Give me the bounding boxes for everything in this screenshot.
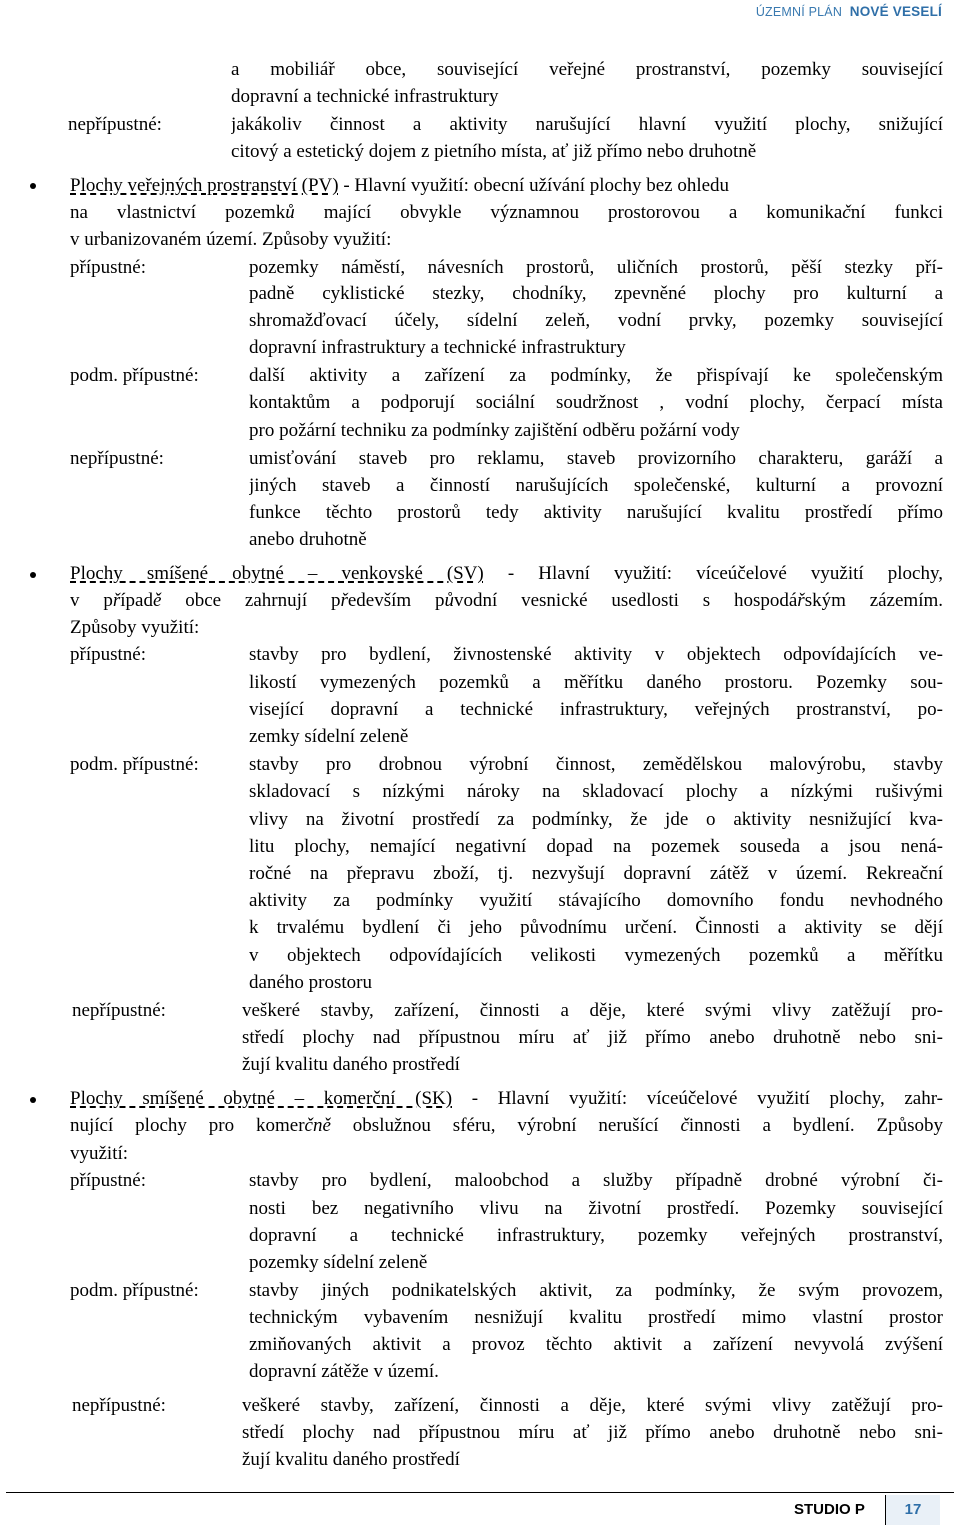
sv-text: vodní vesnické usedlosti s hospodá [454,590,798,611]
pv-neprip-2: jiných staveb a činností narušujících společenské, kulturní a provozní [249,475,943,496]
pv-prip-2: padně cyklistické stezky, chodníky, zpevněné plochy pro kulturní a [249,283,943,304]
sk-line-2 [70,1112,943,1139]
sk-heading-line [70,1085,943,1112]
sv-text: ě [152,590,162,611]
sv-neprip-3: žují kvalitu daného prostředí [242,1054,460,1075]
pv-label-neprip: nepřípustné: [70,448,164,469]
intro-line-2: dopravní a technické infrastruktury [231,86,499,107]
sv-title: Plochy smíšené obytné – venkovské (SV) [70,563,484,584]
sv-podm-7: k trvalému bydlení či jeho původnímu určení. Činnosti a aktivity se dějí [249,917,943,938]
sk-prip-1: stavby pro bydlení, maloobchod a služby případně drobné výrobní či- [249,1170,943,1191]
intro-line-3: jakákoliv činnost a aktivity narušující hlavní využití plochy, snižující [231,114,943,135]
sk-neprip-1: veškeré stavby, zařízení, činnosti a děje, které svými vlivy zatěžují pro- [242,1395,943,1416]
pv-text: ů [285,202,295,223]
sv-label-podm: podm. přípustné: [70,754,199,775]
pv-label-podm: podm. přípustné: [70,365,199,386]
sv-heading-rest: - Hlavní využití: víceúčelové využití plochy, [483,563,943,584]
pv-text: na vlastnictví pozemk [70,202,286,223]
sv-text: ř [797,590,805,611]
sv-prip-1: stavby pro bydlení, živnostenské aktivity v objektech odpovídajících ve- [249,644,943,665]
bullet-sv [30,572,36,578]
sk-text: čně [304,1115,331,1136]
sk-text: nující plochy pro komer [70,1115,305,1136]
sk-podm-2: technickým vybavením nesnižují kvalitu prostředí mimo vlastní prostor [249,1307,943,1328]
pv-neprip-3: funkce těchto prostorů tedy aktivity narušující kvalitu prostředí přímo [249,502,943,523]
sk-text: č [680,1115,689,1136]
intro-line-4: citový a estetický dojem z pietního místa, ať již přímo nebo druhotně [231,141,757,162]
sv-podm-1: stavby pro drobnou výrobní činnost, zemědělskou malovýrobu, stavby [249,754,943,775]
sv-podm-8: v objektech odpovídajících velikosti vymezených pozemků a měřítku [249,945,943,966]
intro-line-1: a mobiliář obce, související veřejné prostranství, pozemky související [231,59,943,80]
pv-title: Plochy veřejných prostranství (PV) [70,175,339,196]
sv-neprip-1: veškeré stavby, zařízení, činnosti a děje, které svými vlivy zatěžují pro- [242,1000,943,1021]
sk-podm-4: dopravní zátěže v území. [249,1361,439,1382]
sv-podm-3: vlivy na životní prostředí za podmínky, že jde o aktivity nesnižující kva- [249,809,943,830]
pv-text: v urbanizovaném území. [70,229,258,250]
sk-prip-3: dopravní a technické infrastruktury, pozemky veřejných prostranství, [249,1225,943,1246]
sk-neprip-2: středí plochy nad přípustnou míru ať již přímo anebo druhotně nebo sni- [242,1422,943,1443]
sk-title: Plochy smíšené obytné – komerční (SK) [70,1088,453,1109]
sv-text: edevším p [347,590,445,611]
sk-text: innosti a bydlení. [688,1115,855,1136]
sv-podm-6: aktivity za podmínky využití stávajícího domovního fondu nevhodného [249,890,943,911]
pv-prip-3: shromažďovací účely, sídelní zeleň, vodní prvky, pozemky související [249,310,943,331]
sv-label-prip: přípustné: [70,644,146,665]
sk-label-neprip: nepřípustné: [72,1395,166,1416]
pv-podm-2: kontaktům a podporují sociální soudržnost , vodní plochy, čerpací místa [249,392,943,413]
sk-podm-3: zmiňovaných aktivit a provoz těchto aktivit a zařízení nevyvolá zvýšení [249,1334,943,1355]
sv-line-3: Způsoby využití: [70,617,200,638]
sk-podm-1: stavby jiných podnikatelských aktivit, za podmínky, že svým provozem, [249,1280,943,1301]
sv-podm-2: skladovací s nízkými nároky na skladovací plochy a nízkými rušivými [249,781,943,802]
sk-heading-rest: - Hlavní využití: víceúčelové využití plochy, zahr- [452,1088,943,1109]
sv-text: ípad [120,590,153,611]
sv-text: ským zázemím. [804,590,943,611]
bullet-pv [30,183,36,189]
sv-label-neprip: nepřípustné: [72,1000,166,1021]
sk-label-prip: přípustné: [70,1170,146,1191]
sv-text: obce zahrnují p [161,590,341,611]
sk-neprip-3: žují kvalitu daného prostředí [242,1449,460,1470]
pv-label-prip: přípustné: [70,257,146,278]
header-title-prefix: ÚZEMNÍ PLÁN [755,5,843,19]
sk-prip-4: pozemky sídelní zeleně [249,1252,428,1273]
intro-label-neprip: nepřípustné: [68,114,162,135]
sv-podm-9: daného prostoru [249,972,372,993]
bullet-sk [30,1097,36,1103]
pv-neprip-1: umisťování staveb pro reklamu, staveb provizorního charakteru, garáží a [249,448,943,469]
pv-podm-1: další aktivity a zařízení za podmínky, že přispívají ke společenským [249,365,943,386]
sv-text: ř [112,590,121,611]
sv-prip-3: visející dopravní a technické infrastruktury, veřejných prostranství, po- [249,699,943,720]
sv-prip-4: zemky sídelní zeleně [249,726,409,747]
sv-podm-4: litu plochy, nemající negativní dopad na pozemek souseda a jsou nená- [249,836,943,857]
pv-line-2 [70,199,943,226]
sv-text: ř [340,590,348,611]
page-header [756,4,942,19]
pv-prip-4: dopravní infrastruktury a technické infrastruktury [249,337,626,358]
sk-text: Způsoby [854,1115,943,1136]
sv-prip-2: likostí vymezených pozemků a měřítku daného prostoru. Pozemky sou- [249,672,943,693]
sv-heading-line [70,560,943,587]
sv-podm-5: ročné na přepravu zboží, tj. nezvyšují dopravní zátěž v území. Rekreační [249,863,943,884]
header-title-name: NOVÉ VESELÍ [849,4,942,19]
pv-text: Způsoby využití: [257,229,392,250]
page-number: 17 [885,1495,940,1525]
pv-heading-rest: - Hlavní využití: obecní užívání plochy bez ohledu [338,175,730,196]
pv-heading-line [70,172,944,199]
sk-text: obslužnou sféru, výrobní nerušící [330,1115,681,1136]
sv-text: ů [444,590,454,611]
footer-studio-name: STUDIO P [794,1501,865,1518]
pv-text: č [842,202,851,223]
sk-label-podm: podm. přípustné: [70,1280,199,1301]
sk-line-3: využití: [70,1143,129,1164]
pv-text: mající obvykle významnou prostorovou a komunika [294,202,843,223]
pv-podm-3: pro požární techniku za podmínky zajištění odběru požární vody [249,420,740,441]
sv-line-2 [70,587,943,614]
pv-neprip-4: anebo druhotně [249,529,367,550]
pv-line-3 [70,226,391,253]
sk-prip-2: nosti bez negativního vlivu na životní prostředí. Pozemky související [249,1198,943,1219]
sv-text: v p [70,590,113,611]
pv-text: ní funkci [850,202,943,223]
footer-divider [6,1492,954,1493]
sv-neprip-2: středí plochy nad přípustnou míru ať již přímo anebo druhotně nebo sni- [242,1027,943,1048]
pv-prip-1: pozemky náměstí, návesních prostorů, uličních prostorů, pěší stezky pří- [249,257,943,278]
